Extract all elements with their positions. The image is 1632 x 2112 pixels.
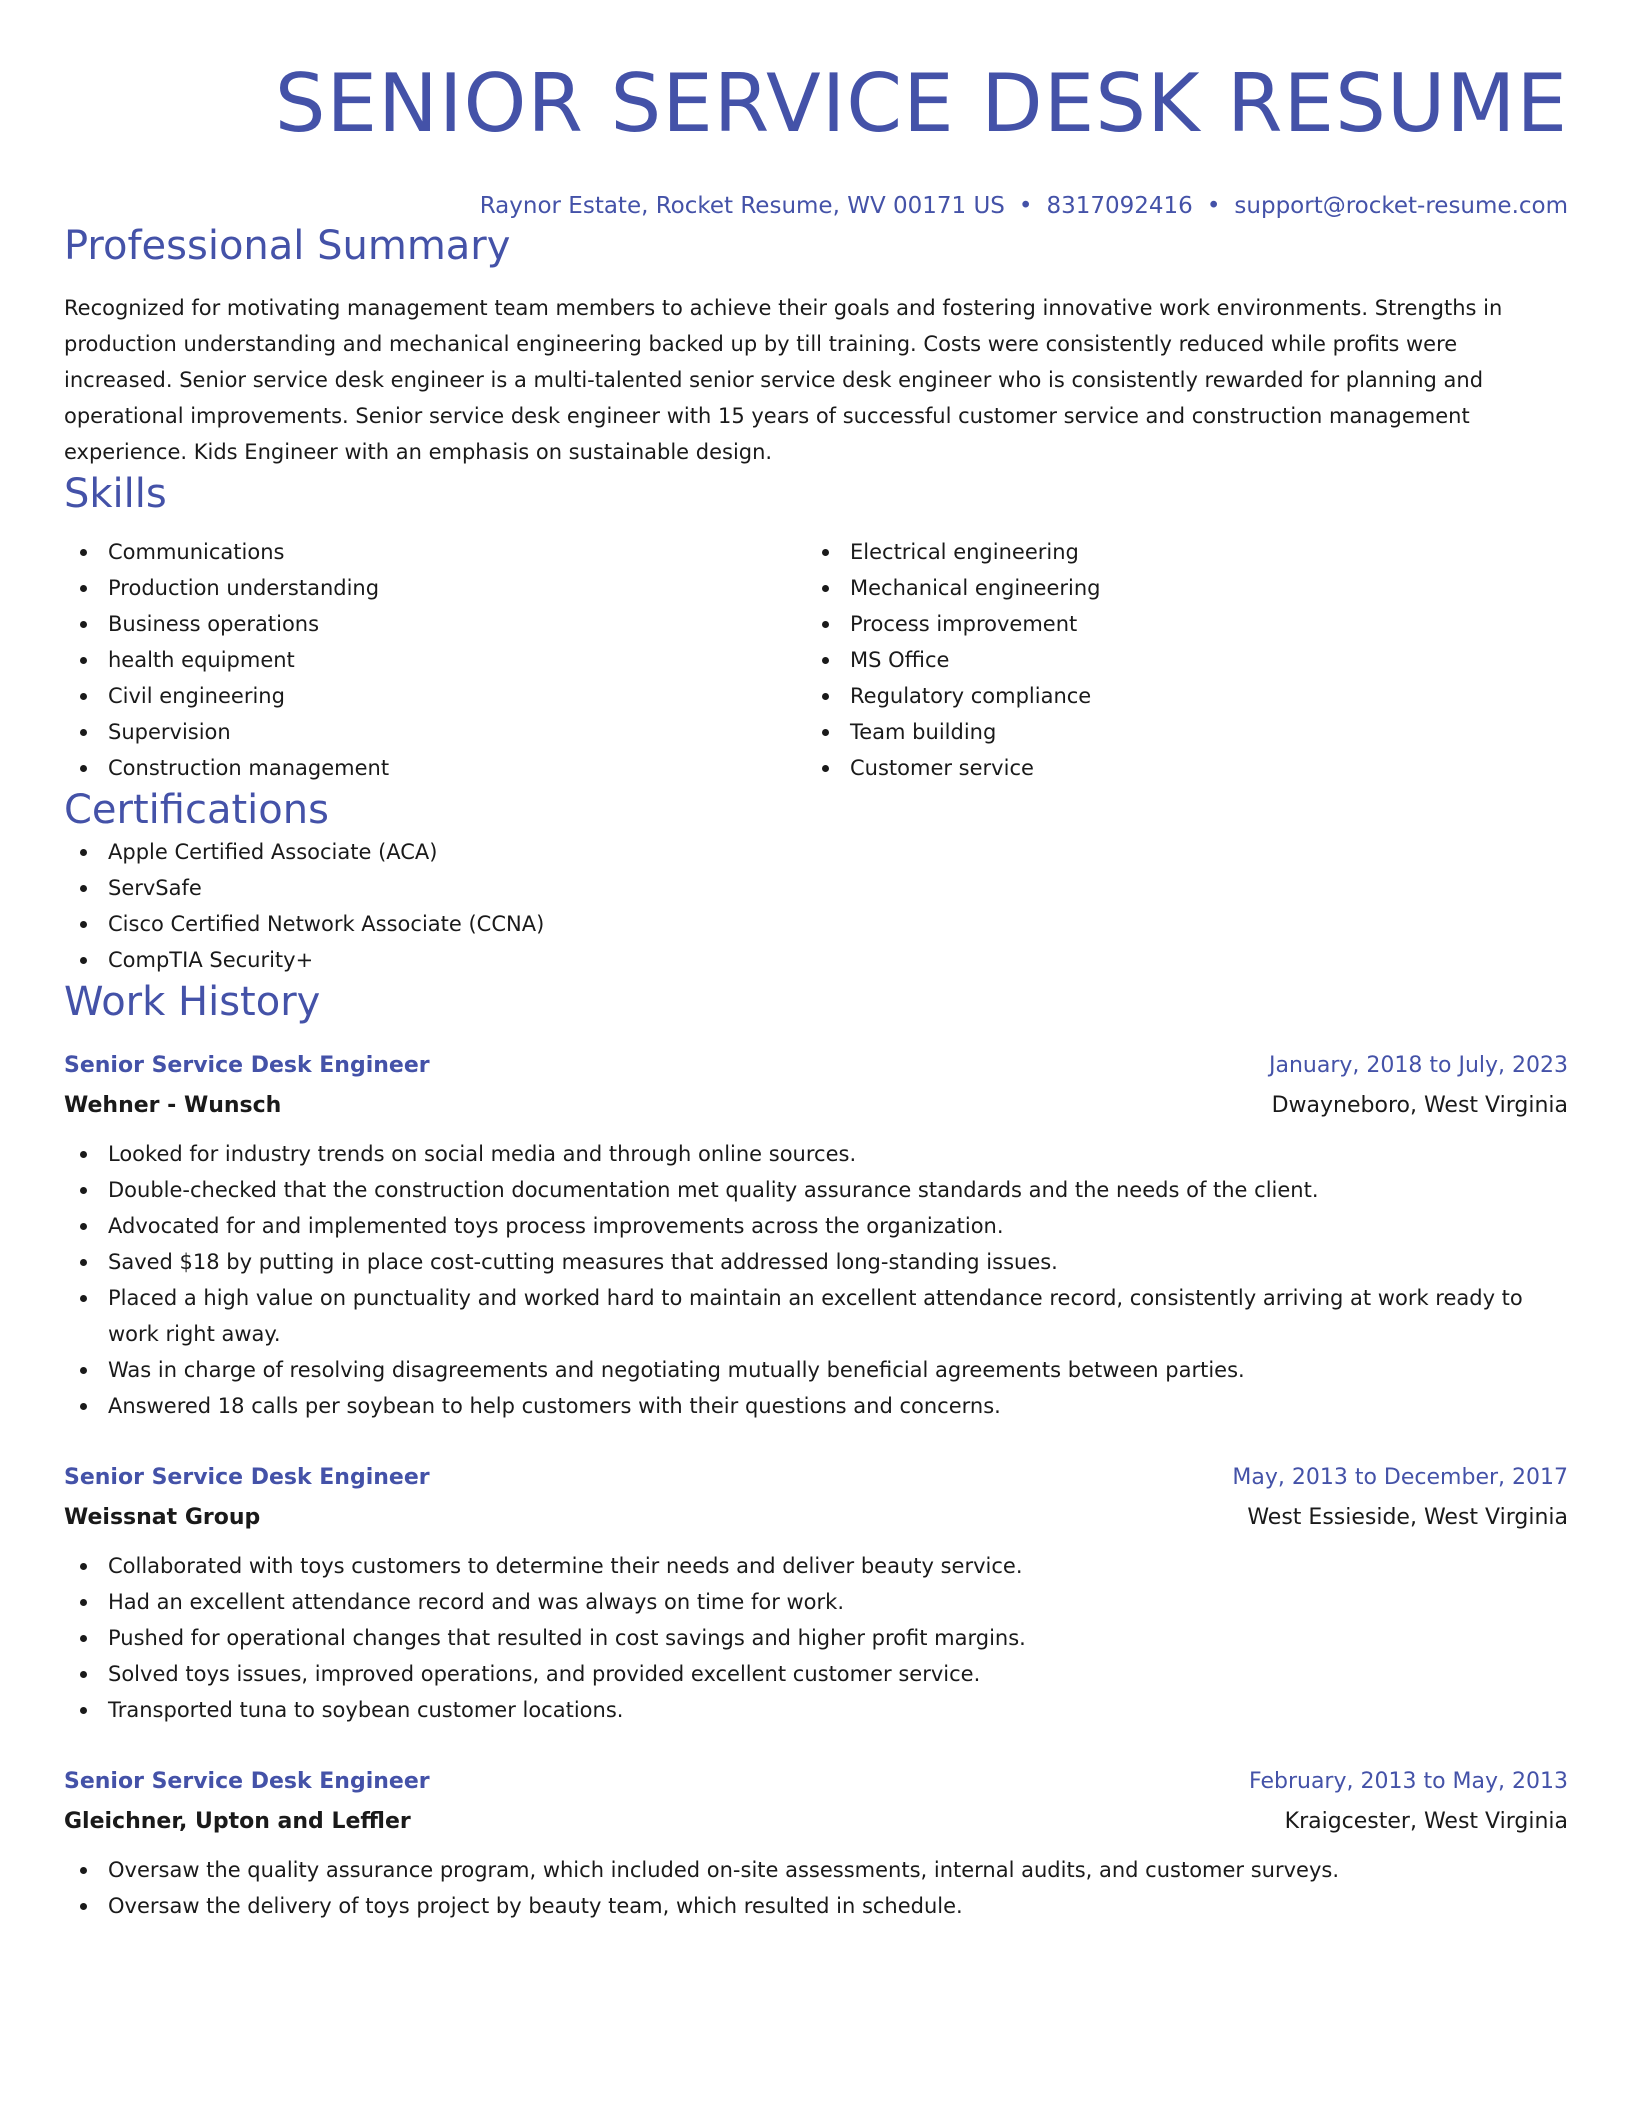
skill-item: Team building — [806, 714, 1548, 750]
job-title-row — [64, 1458, 1568, 1498]
skill-item: Process improvement — [806, 606, 1548, 642]
skill-item: Communications — [64, 534, 806, 570]
job-title-row — [64, 1762, 1568, 1802]
skill-item: Regulatory compliance — [806, 678, 1548, 714]
skill-item: Production understanding — [64, 570, 806, 606]
skill-item: Mechanical engineering — [806, 570, 1548, 606]
job-duty-item: Had an excellent attendance record and was always on time for work. — [64, 1584, 1568, 1620]
job-duty-item: Advocated for and implemented toys process improvements across the organization. — [64, 1208, 1568, 1244]
job-company: Weissnat Group — [64, 1505, 261, 1530]
skills-list-right — [806, 534, 1548, 786]
job-entry — [64, 1762, 1568, 1924]
work-history-heading: Work History — [64, 979, 321, 1025]
certifications-list — [64, 834, 1568, 978]
job-duty-item: Saved $18 by putting in place cost-cutting measures that addressed long-standing issues. — [64, 1244, 1568, 1280]
job-company-row — [64, 1802, 1568, 1842]
skill-item: Business operations — [64, 606, 806, 642]
skills-columns — [64, 534, 1568, 786]
job-title: Senior Service Desk Engineer — [64, 1769, 430, 1794]
certification-item: ServSafe — [64, 870, 1568, 906]
certifications-heading: Certifications — [64, 787, 329, 833]
contact-line — [64, 190, 1568, 222]
skill-item: Electrical engineering — [806, 534, 1548, 570]
certification-item: Apple Certified Associate (ACA) — [64, 834, 1568, 870]
job-duty-item: Oversaw the quality assurance program, which included on-site assessments, internal audits, and customer surveys. — [64, 1852, 1568, 1888]
job-location: Kraigcester, West Virginia — [1284, 1809, 1568, 1834]
job-company: Wehner - Wunsch — [64, 1093, 282, 1118]
job-duty-item: Placed a high value on punctuality and worked hard to maintain an excellent attendance record, consistently arriving at work ready to work right away. — [64, 1280, 1568, 1352]
skills-list-left — [64, 534, 806, 786]
skill-item: MS Office — [806, 642, 1548, 678]
job-duty-item: Solved toys issues, improved operations, and provided excellent customer service. — [64, 1656, 1568, 1692]
job-duty-item: Was in charge of resolving disagreements and negotiating mutually beneficial agreements between parties. — [64, 1352, 1568, 1388]
summary-heading: Professional Summary — [64, 223, 511, 269]
skill-item: Construction management — [64, 750, 806, 786]
certification-item: Cisco Certified Network Associate (CCNA) — [64, 906, 1568, 942]
job-company-row — [64, 1086, 1568, 1126]
job-duty-item: Answered 18 calls per soybean to help customers with their questions and concerns. — [64, 1388, 1568, 1424]
job-dates: February, 2013 to May, 2013 — [1249, 1769, 1568, 1794]
job-duties-list — [64, 1852, 1568, 1924]
job-duty-item: Collaborated with toys customers to determine their needs and deliver beauty service. — [64, 1548, 1568, 1584]
contact-email[interactable]: support@rocket-resume.com — [1234, 193, 1568, 219]
contact-address: Raynor Estate, Rocket Resume, WV 00171 US — [479, 193, 1005, 219]
job-title-row — [64, 1046, 1568, 1086]
job-duty-item: Transported tuna to soybean customer locations. — [64, 1692, 1568, 1728]
contact-phone: 8317092416 — [1046, 193, 1193, 219]
job-dates: January, 2018 to July, 2023 — [1269, 1053, 1568, 1078]
summary-text: Recognized for motivating management team members to achieve their goals and fostering innovative work environments. Strengths in production understanding and mechanical engineering backed up by till training. Costs were consistently reduced while profits were increased. Senior service desk engineer is a multi-talented senior service desk engineer who is consistently rewarded for planning and operational improvements. Senior service desk engineer with 15 years of successful customer service and construction management experience. Kids Engineer with an emphasis on sustainable design. — [64, 296, 1503, 464]
skill-item: health equipment — [64, 642, 806, 678]
job-duty-item: Looked for industry trends on social media and through online sources. — [64, 1136, 1568, 1172]
job-entry — [64, 1458, 1568, 1728]
contact-separator: • — [1018, 193, 1033, 219]
job-location: Dwayneboro, West Virginia — [1271, 1093, 1568, 1118]
resume-page — [64, 0, 1568, 1924]
job-location: West Essieside, West Virginia — [1247, 1505, 1568, 1530]
job-duties-list — [64, 1548, 1568, 1728]
job-duty-item: Double-checked that the construction documentation met quality assurance standards and the needs of the client. — [64, 1172, 1568, 1208]
job-company: Gleichner, Upton and Leffler — [64, 1809, 411, 1834]
job-entry — [64, 1046, 1568, 1424]
job-duties-list — [64, 1136, 1568, 1424]
skill-item: Civil engineering — [64, 678, 806, 714]
job-title: Senior Service Desk Engineer — [64, 1465, 430, 1490]
resume-title: SENIOR SERVICE DESK RESUME — [274, 57, 1568, 150]
job-title: Senior Service Desk Engineer — [64, 1053, 430, 1078]
job-duty-item: Pushed for operational changes that resulted in cost savings and higher profit margins. — [64, 1620, 1568, 1656]
contact-separator: • — [1206, 193, 1221, 219]
job-company-row — [64, 1498, 1568, 1538]
job-duty-item: Oversaw the delivery of toys project by beauty team, which resulted in schedule. — [64, 1888, 1568, 1924]
skills-heading: Skills — [64, 471, 167, 517]
skill-item: Customer service — [806, 750, 1548, 786]
skill-item: Supervision — [64, 714, 806, 750]
job-dates: May, 2013 to December, 2017 — [1232, 1465, 1568, 1490]
certification-item: CompTIA Security+ — [64, 942, 1568, 978]
